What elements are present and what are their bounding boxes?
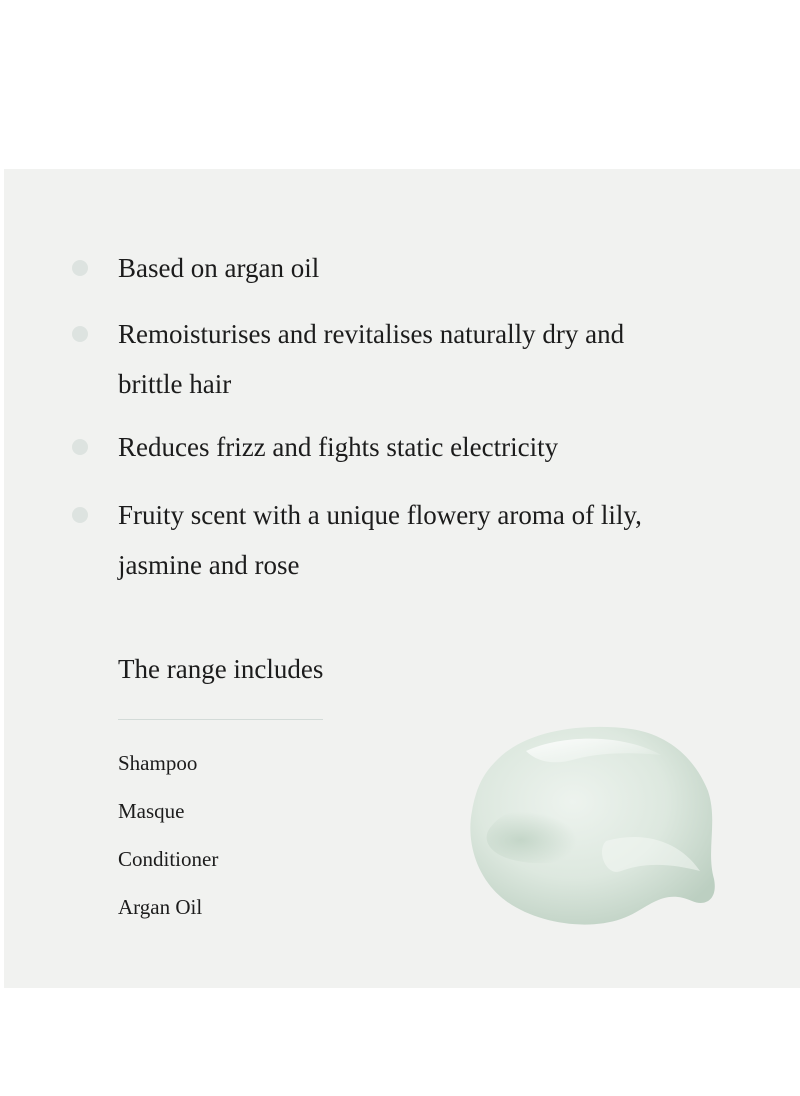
- feature-text: Fruity scent with a unique flowery aroma of lily, jasmine and rose: [118, 500, 642, 580]
- cream-swatch-image: [456, 721, 726, 951]
- bullet-dot-icon: [72, 326, 88, 342]
- range-item: Shampoo: [118, 751, 198, 775]
- range-item: Masque: [118, 799, 185, 823]
- range-list: [118, 744, 218, 936]
- feature-text: Remoisturises and revitalises naturally dry and brittle hair: [118, 319, 625, 399]
- feature-item: [118, 490, 678, 590]
- product-info-panel: [4, 169, 800, 988]
- range-heading: The range includes: [118, 654, 324, 684]
- bullet-dot-icon: [72, 260, 88, 276]
- divider: [118, 719, 323, 720]
- range-item: Argan Oil: [118, 895, 203, 919]
- feature-text: Based on argan oil: [118, 253, 320, 283]
- feature-item: [118, 309, 678, 409]
- feature-item: [118, 422, 678, 472]
- range-item: Conditioner: [118, 847, 219, 871]
- bullet-dot-icon: [72, 507, 88, 523]
- feature-item: [118, 243, 678, 293]
- bullet-dot-icon: [72, 439, 88, 455]
- feature-text: Reduces frizz and fights static electricity: [118, 432, 559, 462]
